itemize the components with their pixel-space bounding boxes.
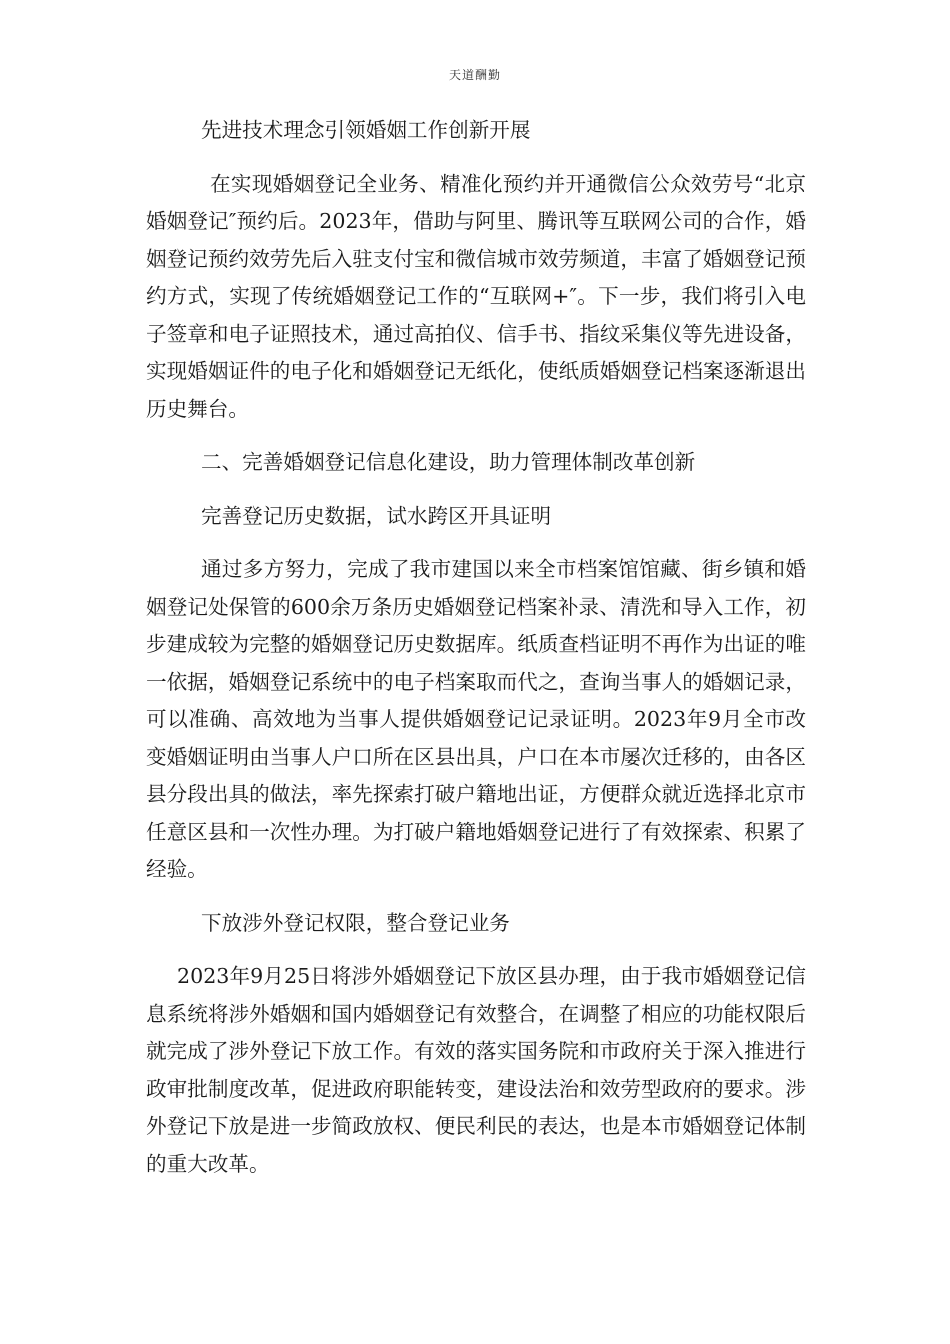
page-header: 天道酬勤 — [448, 68, 501, 82]
paragraph-foreign: 2023年9月25日将涉外婚姻登记下放区县办理，由于我市婚姻登记信息系统将涉外婚姻和国内婚姻登记有效整合，在调整了相应的功能权限后就完成了涉外登记下放工作。有效的落实国务院和市政府关于深入推进行政审批制度改革，促进政府职能转变，建设法治和效劳型政府的要求。涉外登记下放是进一步简政放权、便民利民的表达，也是本市婚姻登记体制的重大改革。 — [146, 964, 806, 1176]
document-body — [146, 112, 806, 1183]
paragraph-tech: 在实现婚姻登记全业务、精准化预约并开通微信公众效劳号“北京婚姻登记″预约后。2023年，借助与阿里、腾讯等互联网公司的合作，婚姻登记预约效劳先后入驻支付宝和微信城市效劳频道，丰富了婚姻登记预约方式，实现了传统婚姻登记工作的“互联网+″。下一步，我们将引入电子签章和电子证照技术，通过高拍仪、信手书、指纹采集仪等先进设备，实现婚姻证件的电子化和婚姻登记无纸化，使纸质婚姻登记档案逐渐退出历史舞台。 — [146, 171, 806, 421]
paragraph-history: 通过多方努力，完成了我市建国以来全市档案馆馆藏、街乡镇和婚姻登记处保管的600余万条历史婚姻登记档案补录、清洗和导入工作，初步建成较为完整的婚姻登记历史数据库。纸质查档证明不再作为出证的唯一依据，婚姻登记系统中的电子档案取而代之，查询当事人的婚姻记录，可以准确、高效地为当事人提供婚姻登记记录证明。2023年9月全市改变婚姻证明由当事人户口所在区县出具，户口在本市屡次迁移的，由各区县分段出具的做法，率先探索打破户籍地出证，方便群众就近选择北京市任意区县和一次性办理。为打破户籍地婚姻登记进行了有效探索、积累了经验。 — [146, 557, 806, 881]
section-heading-two: 二、完善婚姻登记信息化建设，助力管理体制改革创新 — [201, 450, 696, 474]
section-heading-history: 完善登记历史数据，试水跨区开具证明 — [201, 503, 552, 528]
section-heading-tech: 先进技术理念引领婚姻工作创新开展 — [201, 118, 531, 142]
section-heading-foreign: 下放涉外登记权限，整合登记业务 — [201, 910, 510, 935]
